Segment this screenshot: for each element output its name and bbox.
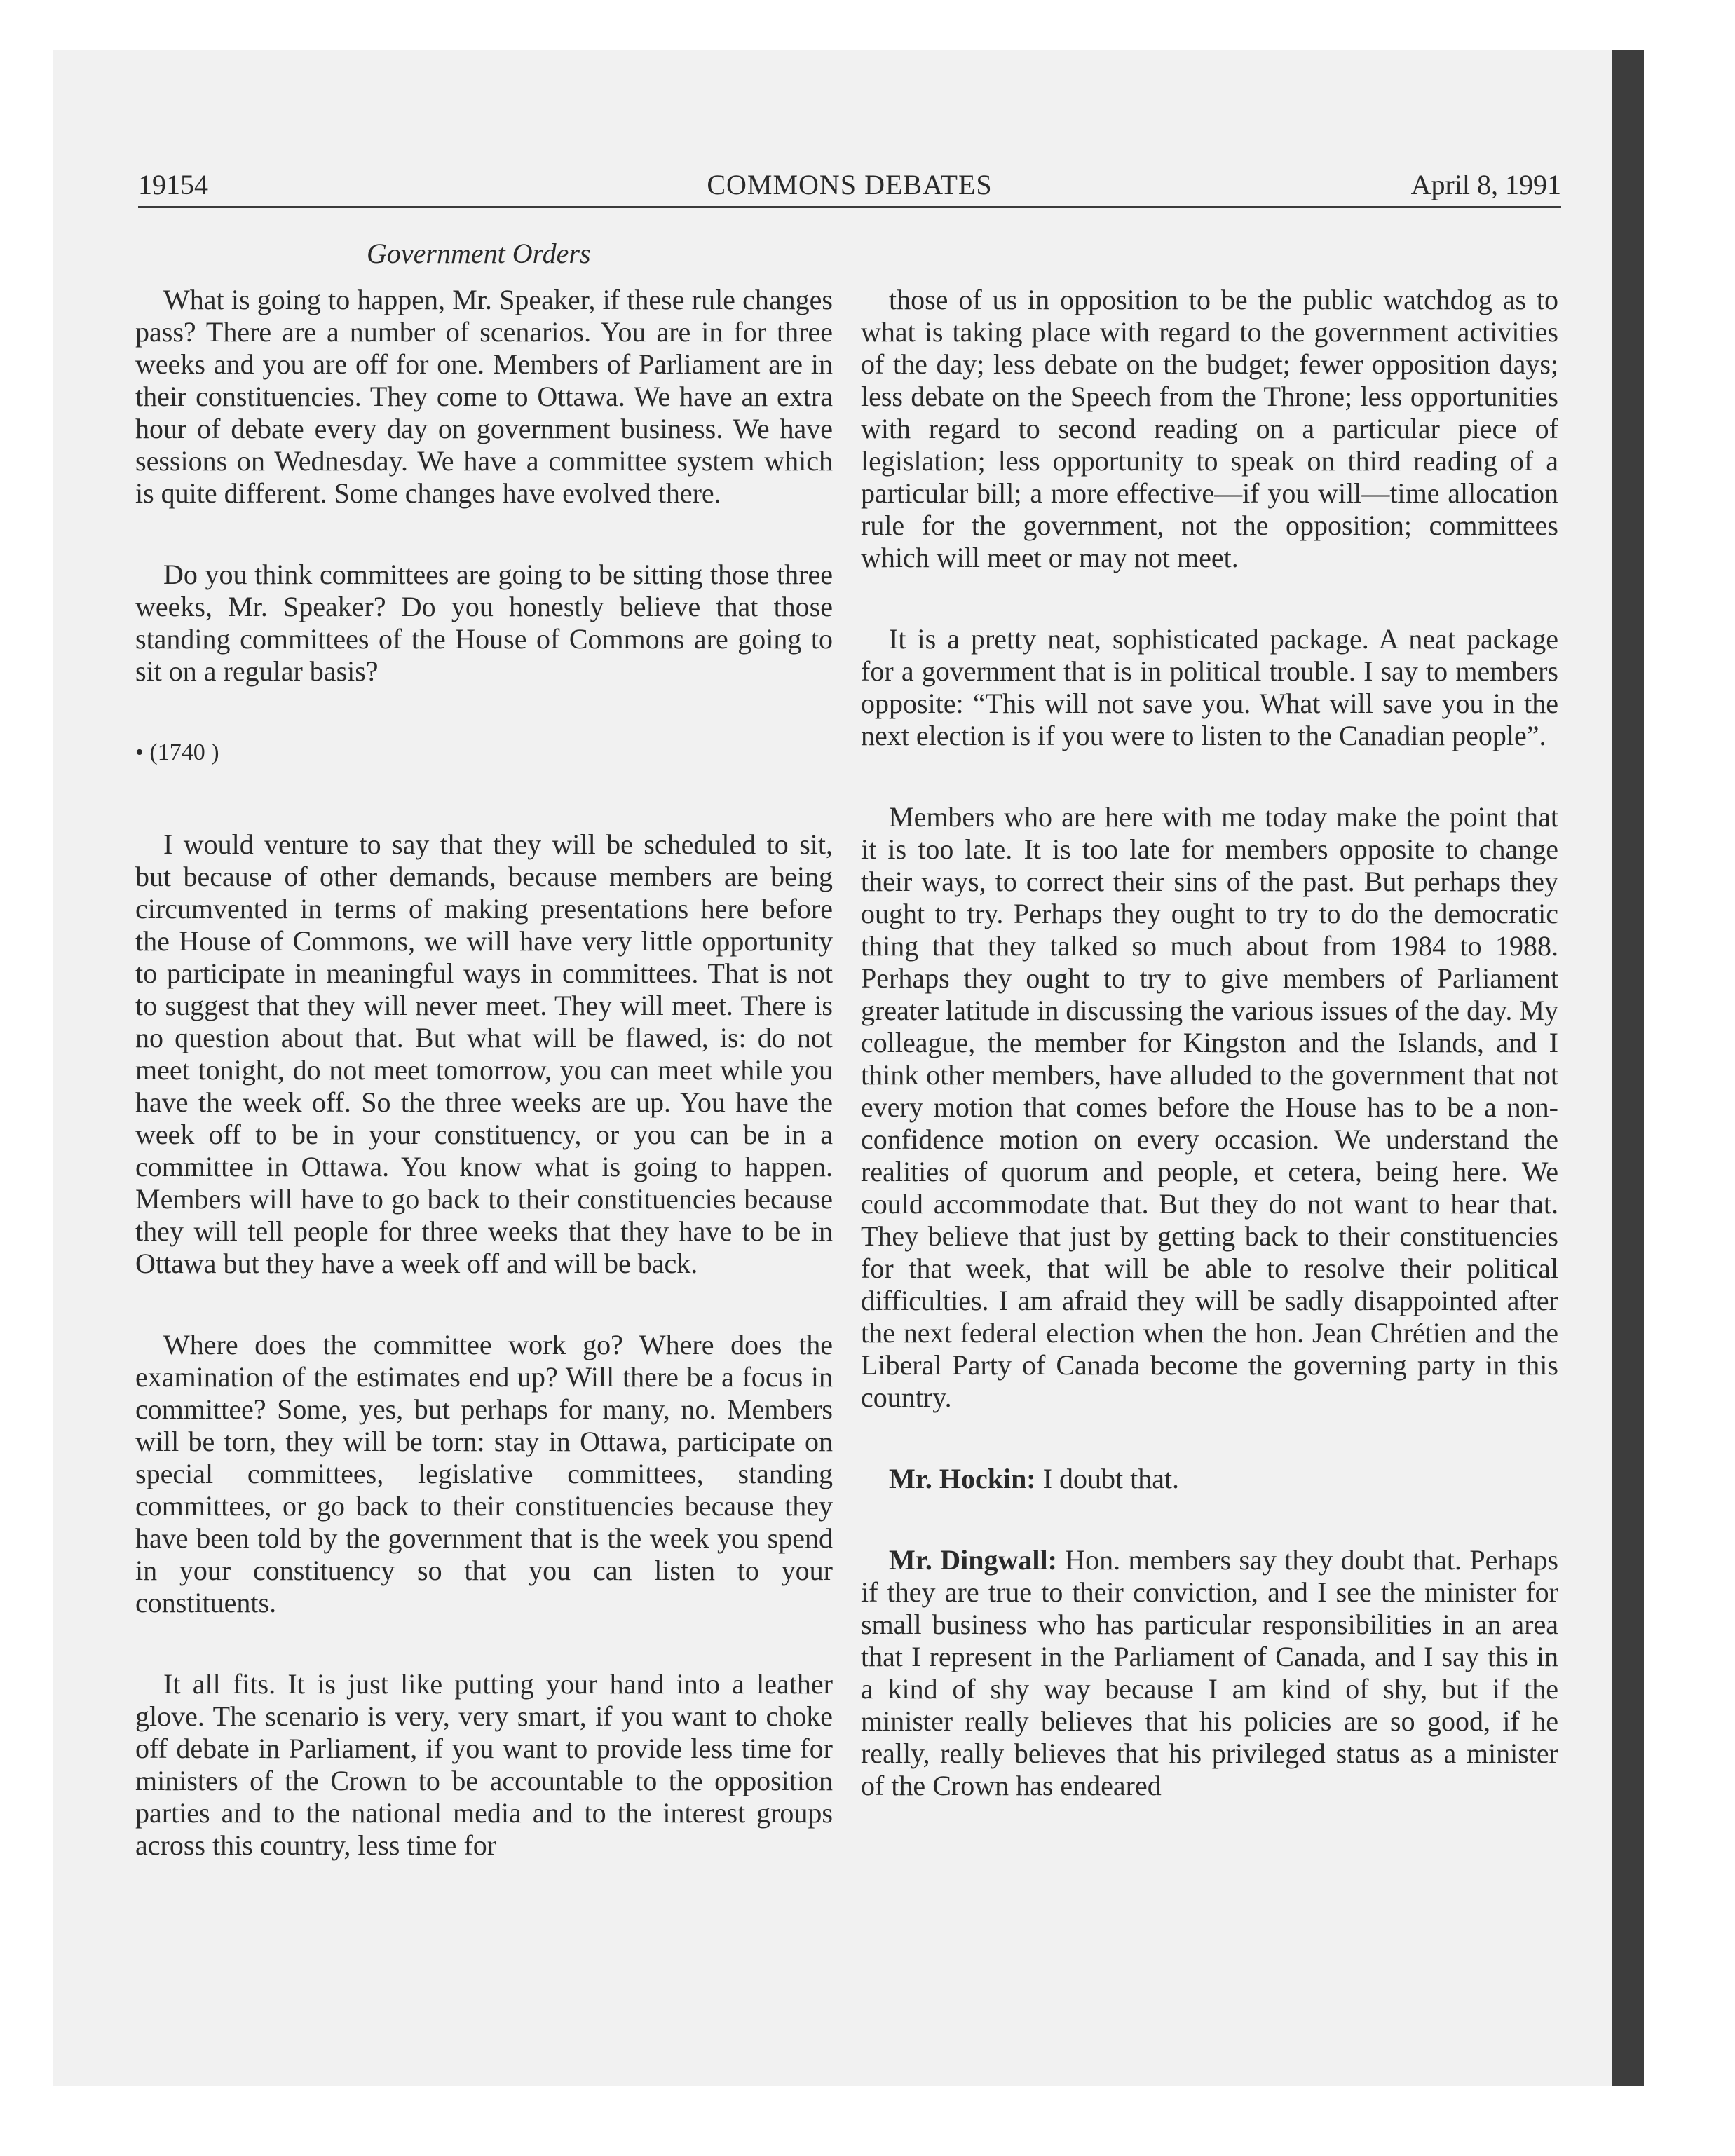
paragraph: It all fits. It is just like putting your hand into a leather glove. The scenario is very, very smart, if you want to choke off debate in Parliament, if you want to provide less time for ministers of the Crown to be accountable to the opposition parties and to the national media and to the interest groups across this country, less time for bbox=[135, 1668, 833, 1861]
publication-title: COMMONS DEBATES bbox=[707, 169, 993, 200]
speech-text: I doubt that. bbox=[1035, 1463, 1180, 1494]
paragraph: those of us in opposition to be the public watchdog as to what is taking place with regard to the government activities of the day; less debate on the budget; fewer opposition days; less debate on the Speech from the Throne; less opportunities with regard to second reading on a particular piece of legislation; less opportunity to speak on third reading of a particular bill; a more effective—if you will—time allocation rule for the government, not the opposition; committees which will meet or may not meet. bbox=[861, 284, 1558, 573]
speech-dingwall bbox=[861, 1544, 1558, 1802]
timestamp-marker: • (1740 ) bbox=[135, 739, 219, 765]
speaker-name: Mr. Dingwall: bbox=[889, 1544, 1057, 1576]
scan-edge-shadow bbox=[1612, 50, 1644, 2086]
right-column bbox=[861, 284, 1558, 1851]
paragraph: Members who are here with me today make the point that it is too late. It is too late for members opposite to change their ways, to correct their sins of the past. But perhaps they ought to try. Perhaps they ought to try to do the democratic thing that they talked so much about from 1984 to 1988. Perhaps they ought to try to give members of Parliament greater latitude in discussing the various issues of the day. My colleague, the member for Kingston and the Islands, and I think other members, have alluded to the government that not every motion that comes before the House has to be a non-confidence motion on every occasion. We understand the realities of quorum and people, et cetera, being here. We could accommodate that. But they do not want to hear that. They believe that just by getting back to their constituencies for that week, that will be able to resolve their political difficulties. I am afraid they will be sadly disappointed after the next federal election when the hon. Jean Chrétien and the Liberal Party of Canada become the governing party in this country. bbox=[861, 801, 1558, 1413]
running-header bbox=[138, 164, 1561, 208]
page-number: 19154 bbox=[138, 169, 208, 200]
header-date: April 8, 1991 bbox=[1410, 169, 1561, 200]
paragraph: Do you think committees are going to be sitting those three weeks, Mr. Speaker? Do you honestly believe that those standing committees of the House of Commons are going to sit on a regular basis? bbox=[135, 559, 833, 687]
speaker-name: Mr. Hockin: bbox=[889, 1463, 1036, 1494]
speech-text: Hon. members say they doubt that. Perhaps if they are true to their conviction, and I see the minister for small business who has particular responsibilities in an area that I represent in the Parliament of Canada, and I say this in a kind of shy way because I am kind of shy, but if the minister really believes that his policies are so good, if he really, really believes that his privileged status as a minister of the Crown has endeared bbox=[861, 1544, 1559, 1801]
speech-hockin bbox=[861, 1463, 1558, 1495]
section-label: Government Orders bbox=[367, 238, 591, 269]
left-column bbox=[135, 284, 833, 1911]
paragraph: I would venture to say that they will be scheduled to sit, but because of other demands, because members are being circumvented in terms of making presentations here before the House of Commons, we will have very little opportunity to participate in meaningful ways in committees. That is not to suggest that they will never meet. They will meet. There is no question about that. But what will be flawed, is: do not meet tonight, do not meet tomorrow, you can meet while you have the week off. So the three weeks are up. You have the week off to be in your constituency, or you can be in a committee in Ottawa. You know what is going to happen. Members will have to go back to their constituencies because they will tell people for three weeks that they have to be in Ottawa but they have a week off and will be back. bbox=[135, 828, 833, 1279]
paragraph: It is a pretty neat, sophisticated package. A neat package for a government that is in political trouble. I say to members opposite: “This will not save you. What will save you in the next election is if you were to listen to the Canadian people”. bbox=[861, 623, 1558, 751]
paragraph: What is going to happen, Mr. Speaker, if these rule changes pass? There are a number of scenarios. You are in for three weeks and you are off for one. Members of Parliament are in their constituencies. They come to Ottawa. We have an extra hour of debate every day on government business. We have sessions on Wednesday. We have a committee system which is quite different. Some changes have evolved there. bbox=[135, 284, 833, 509]
paragraph: Where does the committee work go? Where does the examination of the estimates end up? Will there be a focus in committee? Some, yes, but perhaps for many, no. Members will be torn, they will be torn: stay in Ottawa, participate on special committees, legislative committees, standing committees, or go back to their constituencies because they have been told by the government that is the week you spend in your constituency so that you can listen to your constituents. bbox=[135, 1329, 833, 1618]
